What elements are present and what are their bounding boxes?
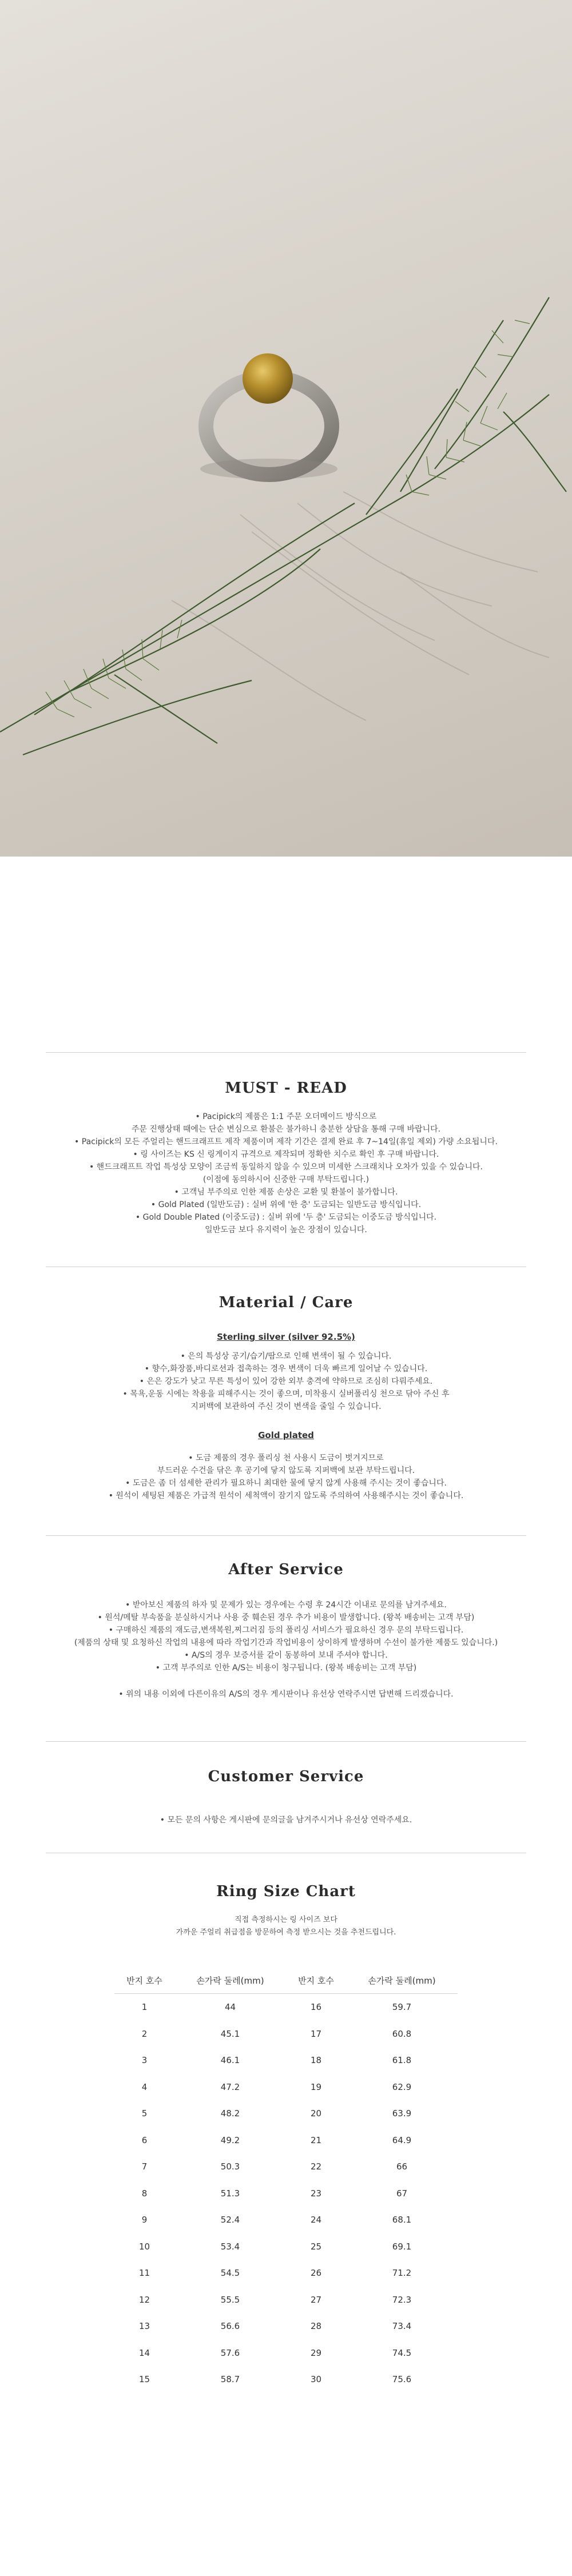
finger-circumference-cell: 58.7 [220,2374,240,2385]
divider [46,1741,526,1742]
ring-size-cell: 29 [310,2347,322,2358]
hero-product-photo [0,0,572,857]
finger-circumference-cell: 64.9 [392,2135,412,2145]
ring-shadow [200,459,337,479]
text-line: • 받아보신 제품의 하자 및 문제가 있는 경우에는 수령 후 24시간 이내로 문의를 남겨주세요. [125,1600,447,1610]
section-title: After Service [228,1561,344,1578]
ring-size-cell: 19 [310,2081,322,2092]
gold-ball [243,353,293,404]
ring-size-cell: 6 [141,2135,148,2145]
ring-size-cell: 4 [141,2081,148,2092]
text-line: • A/S의 경우 보증서를 같이 동봉하여 보내 주셔야 합니다. [184,1651,388,1660]
ring-size-cell: 2 [141,2028,148,2039]
ring-size-table [114,1967,458,2393]
finger-circumference-cell: 47.2 [220,2081,240,2092]
table-row [114,2021,458,2048]
text-line: • Pacipick의 모든 주얼리는 핸드크래프트 제작 제품이며 제작 기간은 결제 완료 후 7~14일(휴일 제외) 가량 소요됩니다. [74,1137,498,1146]
text-line: • 원석/메탈 부속품을 분실하시거나 사용 중 훼손된 경우 추가 비용이 발생합니다. (왕복 배송비는 고객 부담) [97,1613,475,1622]
text-line: • 도금은 좀 더 섬세한 관리가 필요하니 최대한 물에 닿지 않게 사용해 주시는 것이 좋습니다. [125,1479,447,1488]
text-line: • Pacipick의 제품은 1:1 주문 오더메이드 방식으로 [195,1112,377,1121]
customer-service-lines [0,1814,572,1826]
divider [46,1052,526,1053]
text-line: (제품의 상태 및 요청하신 작업의 내용에 따라 작업기간과 작업비용이 상이하게 발생하며 수선이 불가한 제품도 있습니다.) [74,1638,498,1647]
finger-circumference-cell: 45.1 [220,2028,240,2039]
finger-circumference-cell: 66 [396,2161,408,2172]
text-line: 주문 진행상태 때에는 단순 변심으로 환불은 불가하니 충분한 상담을 통해 구매 바랍니다. [131,1125,441,1134]
text-line: 일반도금 보다 유지력이 높은 장점이 있습니다. [205,1225,367,1235]
ring-size-cell: 25 [310,2241,322,2252]
finger-circumference-cell: 62.9 [392,2081,412,2092]
gold-care-lines [0,1452,572,1502]
table-row [114,1994,458,2021]
finger-circumference-cell: 55.5 [220,2294,240,2305]
ring-size-cell: 30 [310,2374,322,2385]
finger-circumference-cell: 63.9 [392,2108,412,2119]
after-service-section [0,1561,572,1701]
table-row [114,2313,458,2340]
finger-circumference-cell: 50.3 [220,2161,240,2172]
finger-circumference-cell: 75.6 [392,2374,412,2385]
finger-circumference-cell: 59.7 [392,2002,412,2013]
table-row [114,2340,458,2367]
finger-circumference-cell: 56.6 [220,2321,240,2332]
text-line: 부드러운 수건을 닦은 후 공기에 닿지 않도록 지퍼백에 보관 부탁드립니다. [157,1466,415,1475]
table-row [114,2260,458,2287]
after-service-lines [0,1599,572,1674]
ring-size-cell: 28 [310,2321,322,2332]
text-line: 지퍼백에 보관하여 주신 것이 변색을 줄일 수 있습니다. [190,1402,382,1411]
ring-size-section [0,1883,572,1939]
finger-circumference-cell: 72.3 [392,2294,412,2305]
text-line: • 고객 부주의로 인한 A/S는 비용이 청구됩니다. (왕복 배송비는 고객 부담) [155,1663,417,1673]
ring-size-intro [0,1914,572,1939]
ring-size-cell: 3 [141,2055,148,2066]
finger-circumference-cell: 60.8 [392,2028,412,2039]
after-service-note: • 위의 내용 이외에 다른이유의 A/S의 경우 게시판이나 유선상 연락주시면 답변해 드리겠습니다. [118,1690,454,1699]
table-row [114,2366,458,2393]
ring-size-cell: 13 [138,2321,150,2332]
text-line: • 도금 제품의 경우 폴리싱 천 사용시 도금이 벗겨지므로 [188,1454,384,1463]
text-line: • Gold Plated (일반도금) : 실버 위에 '한 층' 도금되는 일반도금 방식입니다. [150,1200,422,1209]
table-row [114,2180,458,2207]
table-row [114,2100,458,2127]
text-line: • 구매하신 제품의 재도금,변색복원,찌그러짐 등의 폴리싱 서비스가 필요하신 경우 문의 부탁드립니다. [108,1626,464,1635]
section-title: Material / Care [219,1294,353,1311]
table-row [114,2207,458,2233]
text-line: 가까운 주얼리 취급점을 방문하여 측정 받으시는 것을 추천드립니다. [176,1928,396,1937]
table-header-row [114,1967,458,1994]
section-title: Ring Size Chart [216,1883,356,1900]
ring-size-cell: 20 [310,2108,322,2119]
finger-circumference-cell: 67 [396,2188,408,2199]
finger-circumference-cell: 69.1 [392,2241,412,2252]
ring-photo-illustration [0,0,572,857]
ring-size-cell: 5 [141,2108,148,2119]
text-line: • 목욕,운동 시에는 착용을 피해주시는 것이 좋으며, 미착용시 실버폴리싱 천으로 닦아 주신 후 [122,1389,450,1399]
ring-size-cell: 15 [138,2374,150,2385]
silver-care-lines [0,1350,572,1413]
table-row [114,2127,458,2154]
finger-circumference-cell: 54.5 [220,2268,240,2279]
divider [46,1535,526,1536]
ring-size-cell: 7 [141,2161,148,2172]
finger-circumference-cell: 49.2 [220,2135,240,2145]
text-line: • 링 사이즈는 KS 신 링게이지 규격으로 제작되며 정확한 치수로 확인 후 구매 바랍니다. [133,1150,439,1159]
silver-heading: Sterling silver (silver 92.5%) [217,1332,355,1342]
finger-circumference-cell: 74.5 [392,2347,412,2358]
text-line: • Gold Double Plated (이중도금) : 실버 위에 '두 층' 도금되는 이중도금 방식입니다. [135,1213,437,1222]
table-row [114,2047,458,2074]
ring-size-cell: 24 [310,2215,322,2225]
finger-circumference-cell: 73.4 [392,2321,412,2332]
ring-size-cell: 11 [138,2268,150,2279]
text-line: • 은의 특성상 공기/습기/땀으로 인해 변색이 될 수 있습니다. [180,1352,392,1361]
table-row [114,2287,458,2314]
ring-size-rows [114,1994,458,2393]
ring-size-cell: 8 [141,2188,148,2199]
ring-size-cell: 18 [310,2055,322,2066]
ring-size-cell: 23 [310,2188,322,2199]
text-line: • 모든 문의 사항은 게시판에 문의글을 남겨주시거나 유선상 연락주세요. [160,1815,412,1825]
customer-service-section [0,1768,572,1826]
finger-circumference-cell: 48.2 [220,2108,240,2119]
column-header: 손가락 둘레(mm) [346,1967,458,1994]
section-title: Customer Service [208,1768,364,1785]
ring-size-cell: 10 [138,2241,150,2252]
ring-size-cell: 14 [138,2347,150,2358]
column-header: 손가락 둘레(mm) [174,1967,286,1994]
finger-circumference-cell: 44 [224,2002,236,2013]
finger-circumference-cell: 52.4 [220,2215,240,2225]
finger-circumference-cell: 53.4 [220,2241,240,2252]
finger-circumference-cell: 61.8 [392,2055,412,2066]
finger-circumference-cell: 57.6 [220,2347,240,2358]
table-row [114,2233,458,2260]
section-title: MUST - READ [225,1080,347,1097]
column-header: 반지 호수 [286,1967,346,1994]
text-line: • 향수,화장품,바디로션과 접촉하는 경우 변색이 더욱 빠르게 일어날 수 있습니다. [144,1364,428,1373]
must-read-lines [0,1110,572,1236]
text-line: (이점에 동의하시어 신중한 구매 부탁드립니다.) [202,1175,370,1184]
text-line: • 고객님 부주의로 인한 제품 손상은 교환 및 환불이 불가합니다. [174,1188,398,1197]
finger-circumference-cell: 46.1 [220,2055,240,2066]
finger-circumference-cell: 71.2 [392,2268,412,2279]
text-line: • 원석이 세팅된 제품은 가급적 원석이 세척액이 잠기지 않도록 주의하여 사용해주시는 것이 좋습니다. [108,1491,464,1500]
text-line: • 핸드크래프트 작업 특성상 모양이 조금씩 동일하지 않을 수 있으며 미세한 스크래치나 오차가 있을 수 있습니다. [89,1162,483,1172]
table-row [114,2153,458,2180]
column-header: 반지 호수 [114,1967,174,1994]
finger-circumference-cell: 68.1 [392,2215,412,2225]
table-row [114,2074,458,2101]
ring-size-cell: 12 [138,2294,150,2305]
ring-size-cell: 9 [141,2215,148,2225]
ring-size-cell: 27 [310,2294,322,2305]
ring-size-cell: 16 [310,2002,322,2013]
ring-size-cell: 1 [141,2002,148,2013]
ring-size-cell: 21 [310,2135,322,2145]
material-care-section [0,1294,572,1502]
text-line: • 은은 강도가 낮고 무른 특성이 있어 강한 외부 충격에 약하므로 조심히 다뤄주세요. [139,1377,433,1386]
finger-circumference-cell: 51.3 [220,2188,240,2199]
ring-size-cell: 22 [310,2161,322,2172]
text-line: 직접 측정하시는 링 사이즈 보다 [235,1916,337,1924]
ring-size-cell: 17 [310,2028,322,2039]
must-read-section [0,1080,572,1236]
after-service-note-list [0,1688,572,1701]
ring-size-cell: 26 [310,2268,322,2279]
gold-heading: Gold plated [258,1430,314,1440]
